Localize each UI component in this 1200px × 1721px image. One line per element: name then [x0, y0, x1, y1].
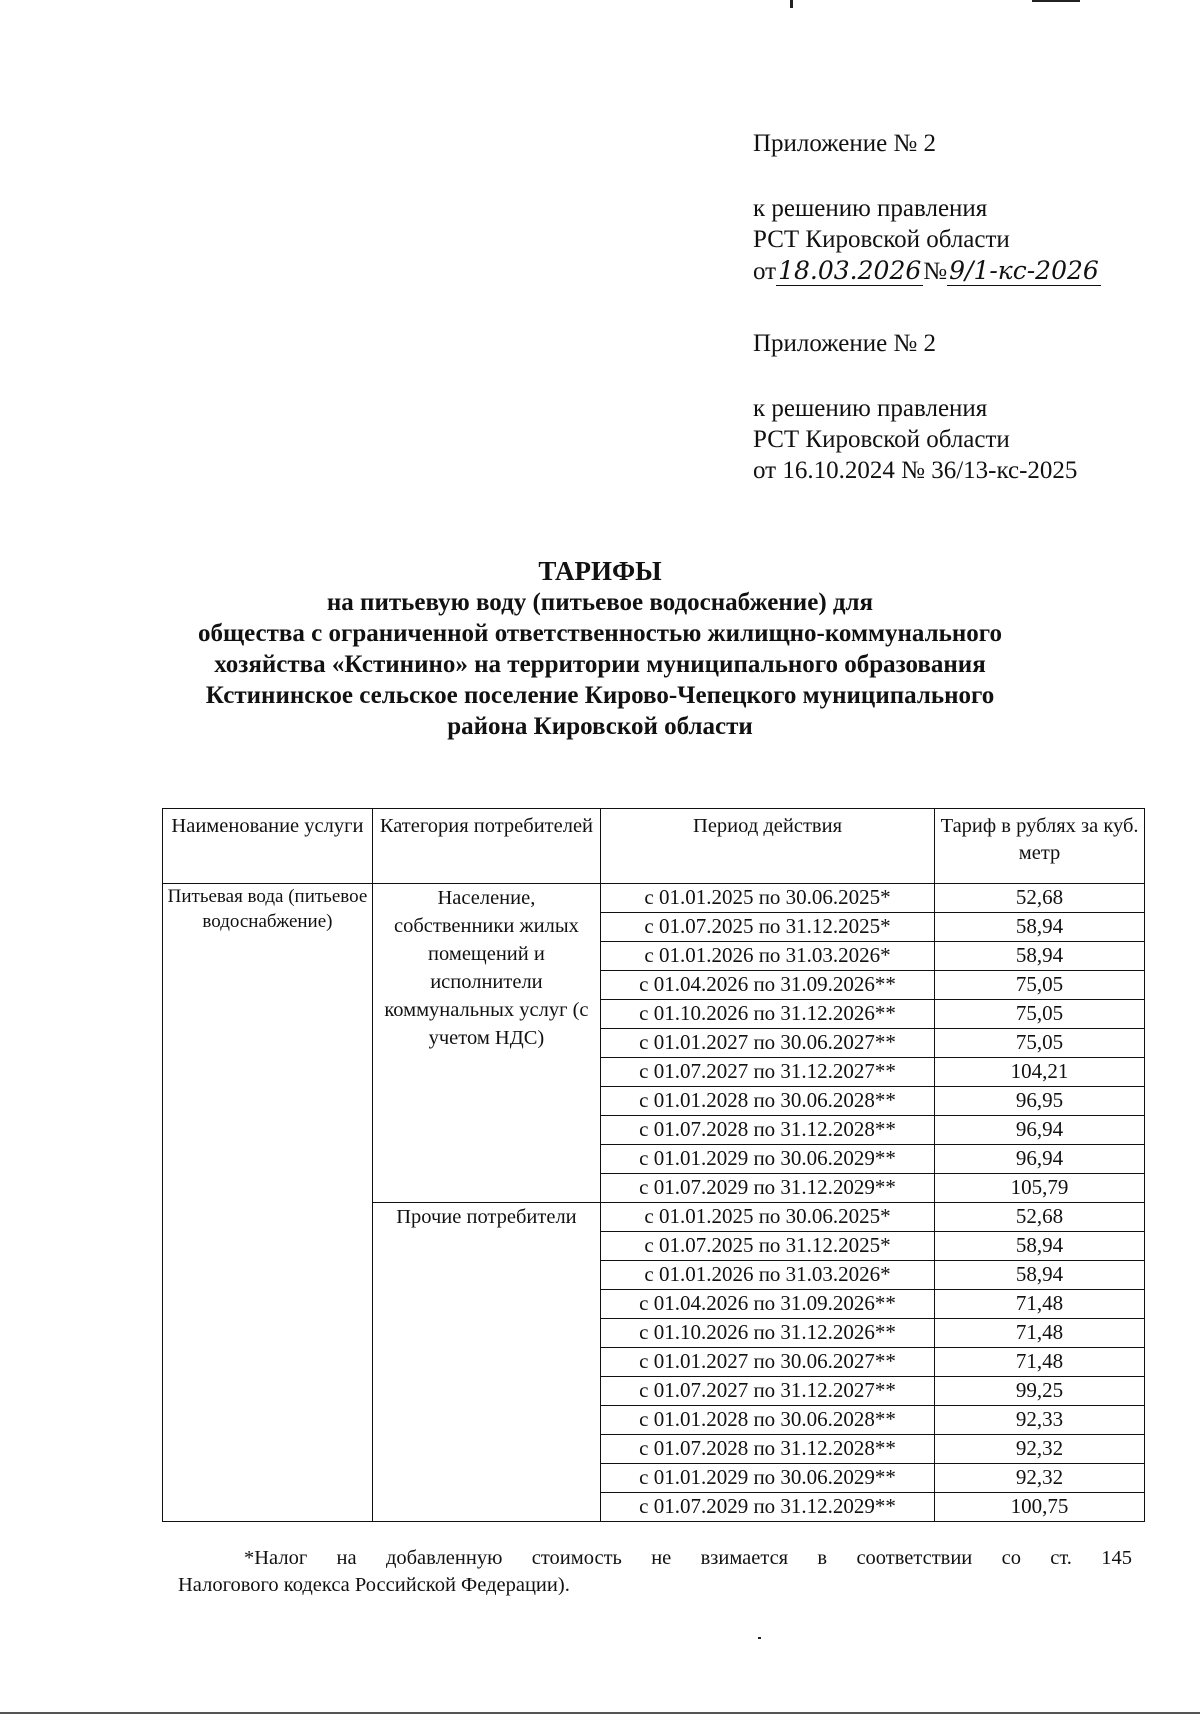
- period-cell: с 01.07.2025 по 31.12.2025*: [600, 913, 934, 942]
- tariff-cell: 96,94: [935, 1145, 1145, 1174]
- tariff-cell: 58,94: [935, 1261, 1145, 1290]
- header-period: Период действия: [600, 809, 934, 884]
- tariff-cell: 71,48: [935, 1319, 1145, 1348]
- tariff-cell: 75,05: [935, 1029, 1145, 1058]
- scan-mark-dot: [758, 1637, 761, 1639]
- period-cell: с 01.10.2026 по 31.12.2026**: [600, 1319, 934, 1348]
- heading-line-5: района Кировской области: [447, 713, 753, 740]
- annex-previous: [753, 328, 1077, 486]
- heading-line-3: хозяйства «Кстинино» на территории муниципального образования: [214, 651, 986, 678]
- scan-edge-bottom: [0, 1712, 1200, 1714]
- tariff-cell: 58,94: [935, 913, 1145, 942]
- heading-line-1: на питьевую воду (питьевое водоснабжение) для: [326, 589, 874, 616]
- document-heading: [120, 556, 1080, 742]
- annex-current-title: Приложение № 2: [753, 130, 937, 157]
- consumer-category: Прочие потребители: [372, 1203, 600, 1522]
- tariff-cell: 96,94: [935, 1116, 1145, 1145]
- scan-mark-top-right: [1032, 0, 1080, 2]
- footnote: [178, 1545, 1132, 1599]
- service-name: Питьевая вода (питьевое водоснабжение): [163, 884, 373, 1522]
- tariff-cell: 105,79: [935, 1174, 1145, 1203]
- period-cell: с 01.01.2027 по 30.06.2027**: [600, 1348, 934, 1377]
- annex-previous-line-2: РСТ Кировской области: [753, 426, 1010, 453]
- handwritten-date: 18.03.2026: [778, 256, 922, 285]
- annex-current-number-prefix: №: [923, 258, 948, 285]
- period-cell: с 01.04.2026 по 31.09.2026**: [600, 971, 934, 1000]
- period-cell: с 01.10.2026 по 31.12.2026**: [600, 1000, 934, 1029]
- tariff-cell: 100,75: [935, 1493, 1145, 1522]
- period-cell: с 01.07.2025 по 31.12.2025*: [600, 1232, 934, 1261]
- period-cell: с 01.01.2025 по 30.06.2025*: [600, 884, 934, 913]
- tariff-table: [162, 808, 1145, 1522]
- footnote-line-1: *Налог на добавленную стоимость не взимается в соответствии со ст. 145: [244, 1547, 1132, 1569]
- period-cell: с 01.01.2027 по 30.06.2027**: [600, 1029, 934, 1058]
- tariff-cell: 104,21: [935, 1058, 1145, 1087]
- period-cell: с 01.01.2028 по 30.06.2028**: [600, 1406, 934, 1435]
- tariff-cell: 58,94: [935, 1232, 1145, 1261]
- tariff-cell: 96,95: [935, 1087, 1145, 1116]
- period-cell: с 01.01.2026 по 31.03.2026*: [600, 1261, 934, 1290]
- tariff-table-body: [163, 884, 1145, 1522]
- consumer-category: Население, собственники жилых помещений и исполнители коммунальных услуг (с учетом НДС): [372, 884, 600, 1203]
- period-cell: с 01.01.2025 по 30.06.2025*: [600, 1203, 934, 1232]
- scan-mark-top: [790, 0, 793, 8]
- period-cell: с 01.07.2028 по 31.12.2028**: [600, 1435, 934, 1464]
- header-service: Наименование услуги: [163, 809, 373, 884]
- annex-current-date-line: [753, 255, 1101, 287]
- tariff-cell: 92,33: [935, 1406, 1145, 1435]
- tariff-cell: 75,05: [935, 1000, 1145, 1029]
- tariff-cell: 52,68: [935, 1203, 1145, 1232]
- document-title: ТАРИФЫ: [538, 556, 662, 586]
- period-cell: с 01.07.2027 по 31.12.2027**: [600, 1377, 934, 1406]
- heading-line-2: общества с ограниченной ответственностью жилищно-коммунального: [197, 620, 1003, 647]
- period-cell: с 01.07.2029 по 31.12.2029**: [600, 1493, 934, 1522]
- period-cell: с 01.07.2029 по 31.12.2029**: [600, 1174, 934, 1203]
- table-row: [163, 884, 1145, 913]
- period-cell: с 01.07.2028 по 31.12.2028**: [600, 1116, 934, 1145]
- annex-previous-line-3: от 16.10.2024 № 36/13-кс-2025: [753, 457, 1078, 484]
- annex-current: [753, 128, 1101, 287]
- tariff-cell: 99,25: [935, 1377, 1145, 1406]
- footnote-line-2: Налогового кодекса Российской Федерации).: [178, 1574, 570, 1596]
- header-tariff: Тариф в рублях за куб. метр: [935, 809, 1145, 884]
- tariff-cell: 71,48: [935, 1348, 1145, 1377]
- period-cell: с 01.01.2029 по 30.06.2029**: [600, 1145, 934, 1174]
- annex-current-line-2: РСТ Кировской области: [753, 226, 1010, 253]
- tariff-cell: 75,05: [935, 971, 1145, 1000]
- period-cell: с 01.01.2026 по 31.03.2026*: [600, 942, 934, 971]
- table-header-row: [163, 809, 1145, 884]
- annex-previous-line-1: к решению правления: [753, 395, 988, 422]
- period-cell: с 01.01.2028 по 30.06.2028**: [600, 1087, 934, 1116]
- period-cell: с 01.07.2027 по 31.12.2027**: [600, 1058, 934, 1087]
- header-category: Категория потребителей: [372, 809, 600, 884]
- period-cell: с 01.04.2026 по 31.09.2026**: [600, 1290, 934, 1319]
- tariff-cell: 71,48: [935, 1290, 1145, 1319]
- tariff-cell: 92,32: [935, 1464, 1145, 1493]
- period-cell: с 01.01.2029 по 30.06.2029**: [600, 1464, 934, 1493]
- annex-current-line-1: к решению правления: [753, 195, 988, 222]
- annex-previous-title: Приложение № 2: [753, 330, 937, 357]
- heading-line-4: Кстининское сельское поселение Кирово-Чепецкого муниципального: [205, 682, 995, 709]
- tariff-cell: 58,94: [935, 942, 1145, 971]
- tariff-cell: 92,32: [935, 1435, 1145, 1464]
- tariff-cell: 52,68: [935, 884, 1145, 913]
- annex-current-date-prefix: от: [753, 258, 777, 285]
- handwritten-number: 9/1-кс-2026: [949, 256, 1099, 285]
